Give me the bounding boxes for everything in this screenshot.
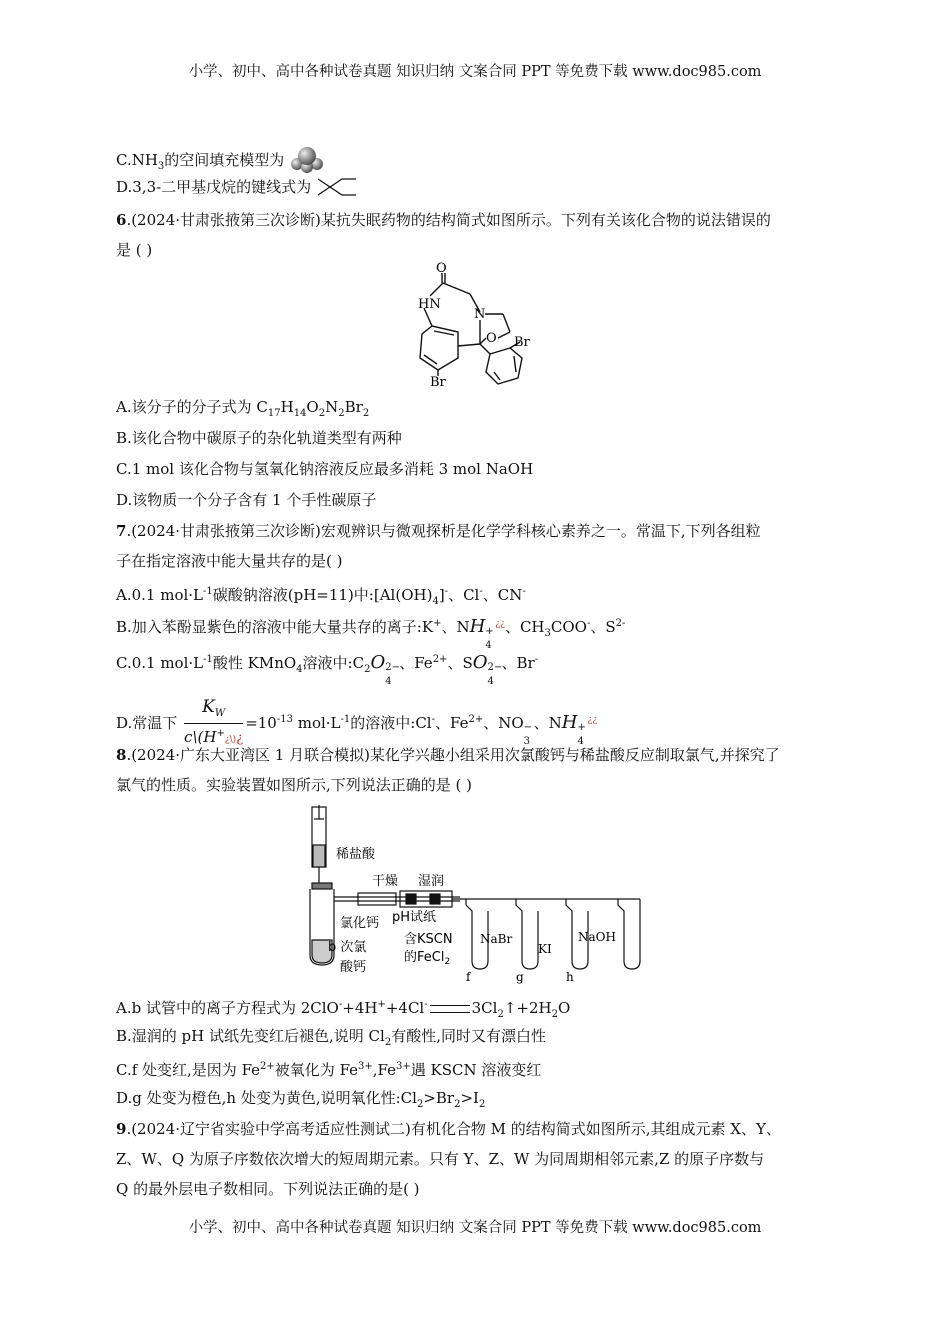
- page-footer: 小学、初中、高中各种试卷真题 知识归纳 文案合同 PPT 等免费下载 www.doc985.com: [188, 1220, 762, 1236]
- q6-option-b: B.该化合物中碳原子的杂化轨道类型有两种: [116, 429, 402, 447]
- nh-label: HN: [418, 297, 441, 312]
- label-ki: KI: [538, 942, 552, 956]
- carbonyl-o-label: O: [436, 262, 447, 276]
- q8-option-d: D.g 处变为橙色,h 处变为黄色,说明氧化性$:Cl_2>Br_2>I_2$: [116, 1089, 486, 1110]
- label-dry: 干燥: [372, 874, 399, 889]
- br-label-right: Br: [514, 335, 530, 350]
- q7-option-c: C.0.1 $mol\cdot L^{-1}$酸性 KMnO$_4$溶液中$:C_2O$ 2− 4 、$Fe^{2+}$、SO 2− 4 、Br-: [116, 652, 539, 687]
- label-kscn-line1: 含KSCN: [404, 932, 453, 947]
- q7-option-d: D.常温下 $\frac{K_W}{c\backslash(H^+¿\backslash)¿}$ $=10^{-13}$ $mol\cdot L^{-1}$的溶液中:Cl-、$Fe^{2+}$、NO − 3 、NH + 4 ¿¿: [116, 698, 597, 750]
- equals-sign: [430, 1005, 470, 1013]
- page-header: 小学、初中、高中各种试卷真题 知识归纳 文案合同 PPT 等免费下载 www.doc985.com: [188, 64, 762, 80]
- label-g: g: [516, 970, 524, 984]
- label-b-line2: 酸钙: [340, 960, 367, 975]
- label-f: f: [466, 970, 471, 984]
- q6-stem-cont: 是 ( ): [116, 241, 153, 259]
- label-b-line1: b 次氯: [328, 940, 367, 955]
- q7-stem: 7.(2024·甘肃张掖第三次诊断)宏观辨识与微观探析是化学学科核心素养之一。常温下,下列各组粒: [116, 522, 761, 540]
- q8-option-b: B.湿润的 pH 试纸先变红后褪色,说明 $Cl_2$有酸性,同时又有漂白性: [116, 1027, 546, 1048]
- label-kscn-line2: 的FeCl$_2$: [404, 950, 451, 967]
- q9-stem-cont1: Z、W、Q 为原子序数依次增大的短周期元素。只有 Y、Z、W 为同周期相邻元素,Z 的原子序数与: [116, 1150, 765, 1168]
- label-h: h: [566, 970, 574, 984]
- label-naoh: NaOH: [578, 930, 616, 944]
- q6-stem: 6.(2024·甘肃张掖第三次诊断)某抗失眠药物的结构简式如图所示。下列有关该化合物的说法错误的: [116, 211, 771, 229]
- q5-option-c: $C.NH_3$的空间填充模型为: [116, 145, 325, 177]
- label-ph-paper: pH试纸: [392, 910, 437, 925]
- q8-apparatus-figure: [300, 805, 650, 985]
- nh3-space-filling-model-icon: [289, 145, 325, 173]
- q8-option-a: A.b 试管中的离子方程式为 2ClO-+4H++4Cl- $3Cl_2↑+2H_2O$: [116, 999, 571, 1020]
- q7-option-b: B.加入苯酚显紫色的溶液中能大量共存的离子:K+、NH + 4 ¿¿、$CH_3COO^-$、$S^{2-}$: [116, 616, 626, 651]
- label-dilute-hcl: 稀盐酸: [336, 847, 376, 862]
- kw-fraction: $\frac{K_W}{c\backslash(H^+¿\backslash)¿}$: [184, 697, 244, 746]
- q9-stem: 9.(2024·辽宁省实验中学高考适应性测试二)有机化合物 M 的结构简式如图所示,其组成元素 X、Y、: [116, 1120, 781, 1138]
- q9-stem-cont2: Q 的最外层电子数相同。下列说法正确的是( ): [116, 1180, 420, 1198]
- n-label: N: [474, 307, 486, 322]
- br-label-bottom: Br: [430, 375, 446, 387]
- q6-option-d: D.该物质一个分子含有 1 个手性碳原子: [116, 491, 377, 509]
- label-nabr: NaBr: [480, 932, 513, 946]
- q8-stem: 8.(2024·广东大亚湾区 1 月联合模拟)某化学兴趣小组采用次氯酸钙与稀盐酸反应制取氯气,并探究了: [116, 746, 780, 764]
- q6-option-c: C.1 mol 该化合物与氢氧化钠溶液反应最多消耗 3 mol NaOH: [116, 460, 534, 478]
- q5-option-d: D.3,3-二甲基戊烷的键线式为: [116, 176, 360, 198]
- label-cacl2: 氯化钙: [340, 916, 380, 931]
- ether-o-label: O: [486, 331, 497, 346]
- bond-line-structure-icon: [316, 176, 360, 198]
- q8-stem-cont: 氯气的性质。实验装置如图所示,下列说法正确的是 ( ): [116, 776, 473, 794]
- q6-structure-figure: [410, 262, 550, 387]
- q7-stem-cont: 子在指定溶液中能大量共存的是( ): [116, 552, 343, 570]
- q7-option-a: A.0.1 $mol\cdot L^{-1}$碳酸钠溶液(pH=11)中$:[Al(OH)_4]^-$、Cl-、CN-: [116, 586, 526, 607]
- label-wet: 湿润: [418, 874, 445, 889]
- q8-option-c: C.f 处变红,是因为 $Fe^{2+}$被氧化为 $Fe^{3+},Fe^{3+}$遇 KSCN 溶液变红: [116, 1061, 542, 1079]
- q6-option-a: A.该分子的分子式为 $C_{17}H_{14}O_2N_2Br_2$: [116, 398, 370, 419]
